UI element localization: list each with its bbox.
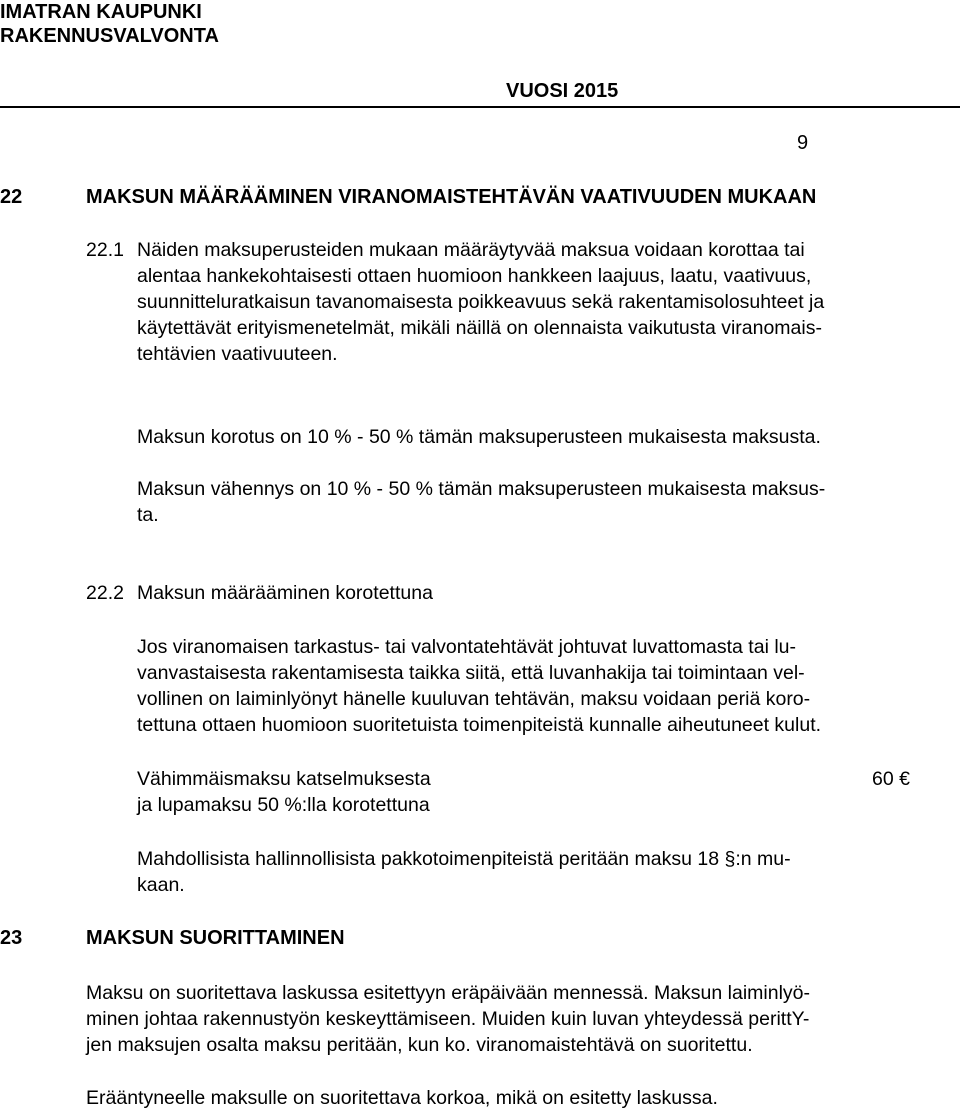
subsection-22-1-text (137, 237, 824, 367)
subsection-22-2-number: 22.2 (86, 582, 124, 604)
org-department: RAKENNUSVALVONTA (0, 25, 219, 47)
section-22-title: MAKSUN MÄÄRÄÄMINEN VIRANOMAISTEHTÄVÄN VAATIVUUDEN MUKAAN (86, 186, 817, 208)
paragraph-line: käytettävät erityismenetelmät, mikäli näillä on olennaista vaikutusta viranomais- (137, 317, 822, 339)
paragraph-line: alentaa hankekohtaisesti ottaen huomioon hankkeen laajuus, laatu, vaativuus, (137, 265, 812, 287)
paragraph-line: Näiden maksuperusteiden mukaan määräytyvää maksua voidaan korottaa tai (137, 239, 805, 261)
paragraph-line: kaan. (137, 874, 185, 896)
paragraph-line: ta. (137, 504, 159, 526)
minimum-fee-amount: 60 € (872, 768, 910, 790)
administrative-fee-text (137, 846, 791, 898)
section-23-interest-text: Erääntyneelle maksulle on suoritettava korkoa, mikä on esitetty laskussa. (86, 1087, 718, 1109)
paragraph-line: vanvastaisesta rakentamisesta taikka siitä, että luvanhakija tai toimintaan vel- (137, 662, 805, 684)
section-22-number: 22 (0, 186, 23, 208)
subsection-22-1-number: 22.1 (86, 239, 124, 261)
subsection-22-2-title: Maksun määrääminen korotettuna (137, 582, 433, 604)
paragraph-line: tehtävien vaativuuteen. (137, 343, 338, 365)
paragraph-line: Jos viranomaisen tarkastus- tai valvontatehtävät johtuvat luvattomasta tai lu- (137, 636, 796, 658)
section-23-number: 23 (0, 927, 23, 949)
paragraph-line: suunnitteluratkaisun tavanomaisesta poikkeavuus sekä rakentamisolosuhteet ja (137, 291, 825, 313)
page-number: 9 (797, 132, 809, 154)
paragraph-line: Mahdollisista hallinnollisista pakkotoimenpiteistä peritään maksu 18 §:n mu- (137, 848, 791, 870)
fee-increase-text: Maksun korotus on 10 % - 50 % tämän maksuperusteen mukaisesta maksusta. (137, 426, 821, 448)
org-name: IMATRAN KAUPUNKI (0, 1, 202, 23)
paragraph-line: tettuna ottaen huomioon suoritetuista toimenpiteistä kunnalle aiheutuneet kulut. (137, 714, 822, 736)
paragraph-line: minen johtaa rakennustyön keskeyttämiseen. Muiden kuin luvan yhteydessä perittY- (86, 1008, 810, 1030)
document-year: VUOSI 2015 (506, 80, 619, 102)
paragraph-line: Maksun vähennys on 10 % - 50 % tämän maksuperusteen mukaisesta maksus- (137, 478, 826, 500)
header-rule (0, 106, 960, 108)
fee-label-line: Vähimmäismaksu katselmuksesta (137, 768, 431, 790)
paragraph-line: jen maksujen osalta maksu peritään, kun ko. viranomaistehtävä on suoritettu. (86, 1034, 753, 1056)
section-23-title: MAKSUN SUORITTAMINEN (86, 927, 345, 949)
subsection-22-2-text (137, 634, 821, 738)
paragraph-line: vollinen on laiminlyönyt hänelle kuuluvan tehtävän, maksu voidaan periä koro- (137, 688, 811, 710)
paragraph-line: Maksu on suoritettava laskussa esitettyyn eräpäivään mennessä. Maksun laiminlyö- (86, 982, 811, 1004)
section-23-text (86, 980, 810, 1058)
fee-label-line: ja lupamaksu 50 %:lla korotettuna (137, 794, 430, 816)
minimum-fee-label (137, 766, 431, 818)
fee-reduction-text (137, 476, 825, 528)
